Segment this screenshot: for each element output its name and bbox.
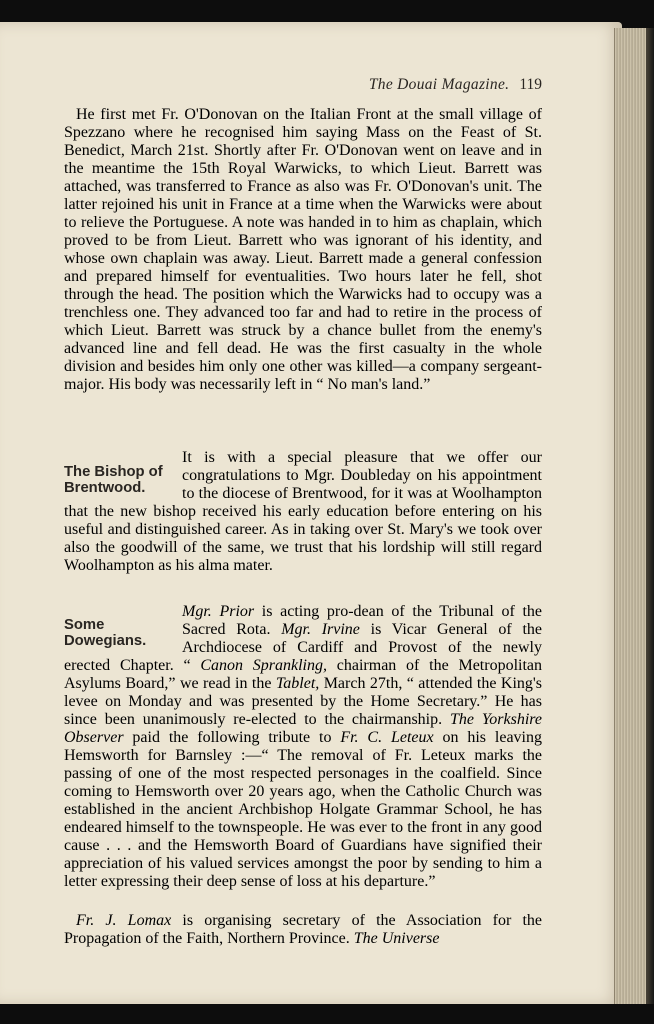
section-bishop-of-brentwood [64, 449, 542, 575]
name-leteux: Fr. C. Leteux [340, 729, 434, 746]
name-sprankling: Canon Sprankling, [200, 657, 327, 674]
side-heading-dowegians: Some Dowegians. [64, 617, 147, 649]
name-irvine: Mgr. Irvine [281, 621, 360, 638]
dowegians-text-2: is Vicar General of the Archdiocese of Cardiff and Provost of the newly erected Chapter. “ [64, 621, 543, 674]
name-lomax: Fr. J. Lomax [76, 912, 172, 929]
running-head-title: The Douai Magazine. [368, 76, 510, 93]
name-tablet: Tablet, [275, 675, 320, 692]
name-yorkshire-observer: The Yorkshire Observer [64, 711, 543, 746]
name-universe: The Universe [353, 930, 440, 947]
running-head [64, 76, 542, 94]
dowegians-text-4: March 27th, “ attended the King's levee on Monday and was presented by the Home Secretary.” He has since been unanimously re-elected to the chairmanship. [64, 675, 543, 728]
paragraph-barrett: He first met Fr. O'Donovan on the Italian Front at the small village of Spezzano where he recognised him saying Mass on the Feast of St. Benedict, March 21st. Shortly after Fr. O'Donovan went on leave and in the meantime the 15th Royal Warwicks, to which Lieut. Barrett was attached, was transferred to France as also was Fr. O'Donovan's unit. The latter rejoined his unit in France at a time when the Warwicks were about to relieve the Portuguese. A note was handed in to him as chaplain, which proved to be from Lieut. Barrett who was ignorant of his identity, and whose own chaplain was away. Lieut. Barrett made a general confession and prepared himself for eventualities. Two hours later he fell, shot through the head. The position which the Warwicks had to occupy was a trenchless one. They advanced too far and had to retire in the process of which Lieut. Barrett was struck by a chance bullet from the enemy's advanced line and fell dead. He was the first casualty in the whole division and besides him only one other was killed—a company sergeant-major. His body was necessarily left in “ No man's land.” [64, 106, 542, 393]
lomax-text: is organising secretary of the Association for the Propagation of the Faith, Northern Province. [64, 912, 543, 947]
binding-shadow [646, 28, 654, 1004]
name-prior: Mgr. Prior [182, 603, 255, 620]
dowegians-text-6: on his leaving Hemsworth for Barnsley :—“ The removal of Fr. Leteux marks the passing of one of the most respected personages in the coalfield. Since coming to Hemsworth over 20 years ago, when the Catholic Church was established in the ancient Archbishop Holgate Grammar School, he has endeared himself to the townspeople. He was ever to the front in any good cause . . . and the Hemsworth Board of Guardians have signified their appreciation of his valued services amongst the poor by sending to him a letter expressing their deep sense of loss at his departure.” [64, 729, 542, 890]
page-edges [614, 28, 647, 1004]
page-number: 119 [519, 76, 542, 93]
bishop-text: It is with a special pleasure that we offer our congratulations to Mgr. Doubleday on his appointment to the diocese of Brentwood, for it was at Woolhampton that the new bishop received his early education before entering on his useful and distinguished career. As in taking over St. Mary's we took over also the goodwill of the same, we trust that his lordship will still regard Woolhampton as his alma mater. [64, 449, 542, 574]
side-heading-bishop: The Bishop of Brentwood. [64, 464, 163, 496]
paragraph-lomax [64, 912, 542, 948]
dowegians-text-1: is acting pro-dean of the Tribunal of the Sacred Rota. [182, 603, 543, 638]
dowegians-text-3: chairman of the Metropolitan Asylums Board,” we read in the [64, 657, 542, 692]
dowegians-text-5: paid the following tribute to [123, 729, 341, 746]
section-some-dowegians [64, 603, 542, 891]
